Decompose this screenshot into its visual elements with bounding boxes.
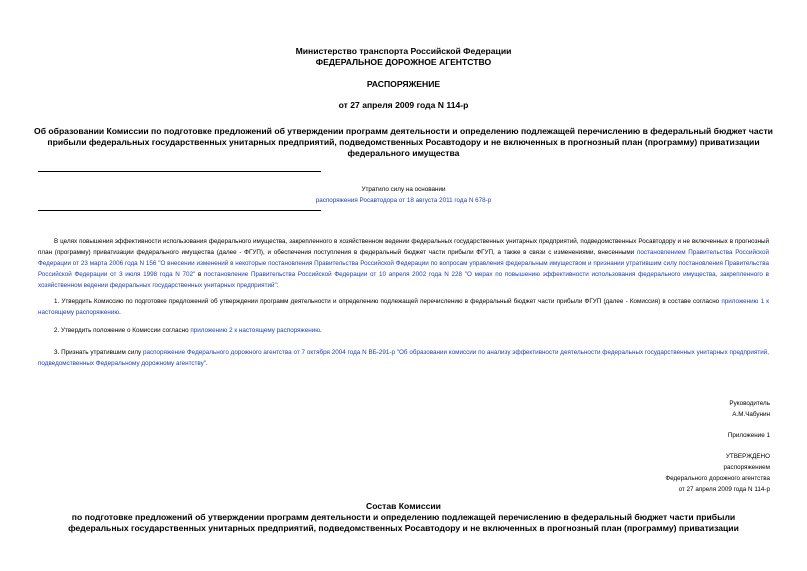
item-1-link[interactable]: приложению 1 к настоящему распоряжению [38, 298, 769, 316]
signature-position: Руководитель [729, 400, 770, 407]
status-lost-force: Утратило силу на основании [361, 186, 446, 193]
item-1-tail: . [119, 309, 121, 316]
item-3-text: 3. Признать утратившим силу [54, 349, 143, 356]
basis-link[interactable]: распоряжения Росавтодора от 18 августа 2011 года N 678-р [315, 197, 492, 204]
ministry-name: Министерство транспорта Российской Федерации [295, 46, 512, 56]
approved-line-2: Федерального дорожного агентства [665, 475, 770, 482]
approved-line-1: распоряжением [723, 464, 770, 471]
document-title: Об образовании Комиссии по подготовке предложений об утверждении программ деятельности и определению подлежащей перечислению в федеральный бюджет части прибыли федеральных государственных унитарных предприятий, подведомственных Росавтодору и не включенных в прогнозный план (программу) приватизации федерального имущества [34, 126, 773, 158]
preamble-paragraph [38, 236, 769, 291]
item-1 [38, 296, 769, 318]
document-date: от 27 апреля 2009 года N 114-р [338, 100, 469, 110]
preamble-text-1: В целях повышения эффективности использования федерального имущества, закрепленного в хозяйственном ведении федеральных государственных унитарных предприятий, подведомственных Росавтодору и не включенных в прогнозный план (программу) приватизации федерального имущества (далее - ФГУП), и обеспечения поступления в федеральный бюджет части прибыли ФГУП, а также в связи с изменениями, внесенными [38, 238, 769, 256]
document-type: РАСПОРЯЖЕНИЕ [366, 79, 441, 89]
signature-name: А.М.Чабунин [732, 411, 770, 418]
divider-bottom [38, 210, 321, 211]
preamble-link-1[interactable]: постановлением Правительства Российской Федерации от 23 марта 2006 года N 156 "О внесении изменений в некоторые постановления Правительства Российской Федерации по вопросам управления федеральным имуществом и признании утратившим силу постановления Правительства Российской Федерации от 3 июля 1998 года N 702" [38, 249, 769, 278]
item-3-tail: . [206, 360, 208, 367]
preamble-text-2: в [195, 271, 205, 278]
item-3 [38, 347, 769, 369]
approved-line-3: от 27 апреля 2009 года N 114-р [678, 486, 770, 493]
composition-heading: Состав Комиссии [366, 501, 441, 511]
item-2-tail: . [319, 327, 322, 334]
appendix-label: Приложение 1 [727, 432, 770, 439]
item-1-text: 1. Утвердить Комиссию по подготовке предложений об утверждении программ деятельности и определению подлежащей перечислению в федеральный бюджет части прибыли ФГУП (далее - Комиссия) в составе согласно [54, 298, 722, 305]
item-2 [38, 325, 769, 336]
composition-subheading: по подготовке предложений об утверждении программ деятельности и определению подлежащей перечислению в федеральный бюджет части прибыли федеральных государственных унитарных предприятий, подведомственных Росавтодору и не включенных в прогнозный план (программу) приватизации [68, 512, 739, 533]
preamble-link-2[interactable]: постановление Правительства Российской Федерации от 10 апреля 2002 года N 228 "О мерах по повышению эффективности использования федерального имущества, закрепленного в хозяйственном ведении федеральных государственных унитарных предприятий" [38, 271, 769, 289]
preamble-text-3: : [276, 282, 279, 289]
divider-top [38, 171, 321, 172]
item-3-link[interactable]: распоряжение Федерального дорожного агентства от 7 октября 2004 года N ВБ-291-р "Об образовании комиссии по анализу эффективности деятельности федеральных государственных унитарных предприятий, подведомственных Федеральному дорожному агентству" [38, 349, 769, 367]
agency-name: ФЕДЕРАЛЬНОЕ ДОРОЖНОЕ АГЕНТСТВО [315, 57, 492, 67]
item-2-text: 2. Утвердить положение о Комиссии согласно [54, 327, 191, 334]
item-2-link[interactable]: приложению 2 к настоящему распоряжению [190, 327, 320, 334]
approved-label: УТВЕРЖДЕНО [725, 453, 770, 460]
